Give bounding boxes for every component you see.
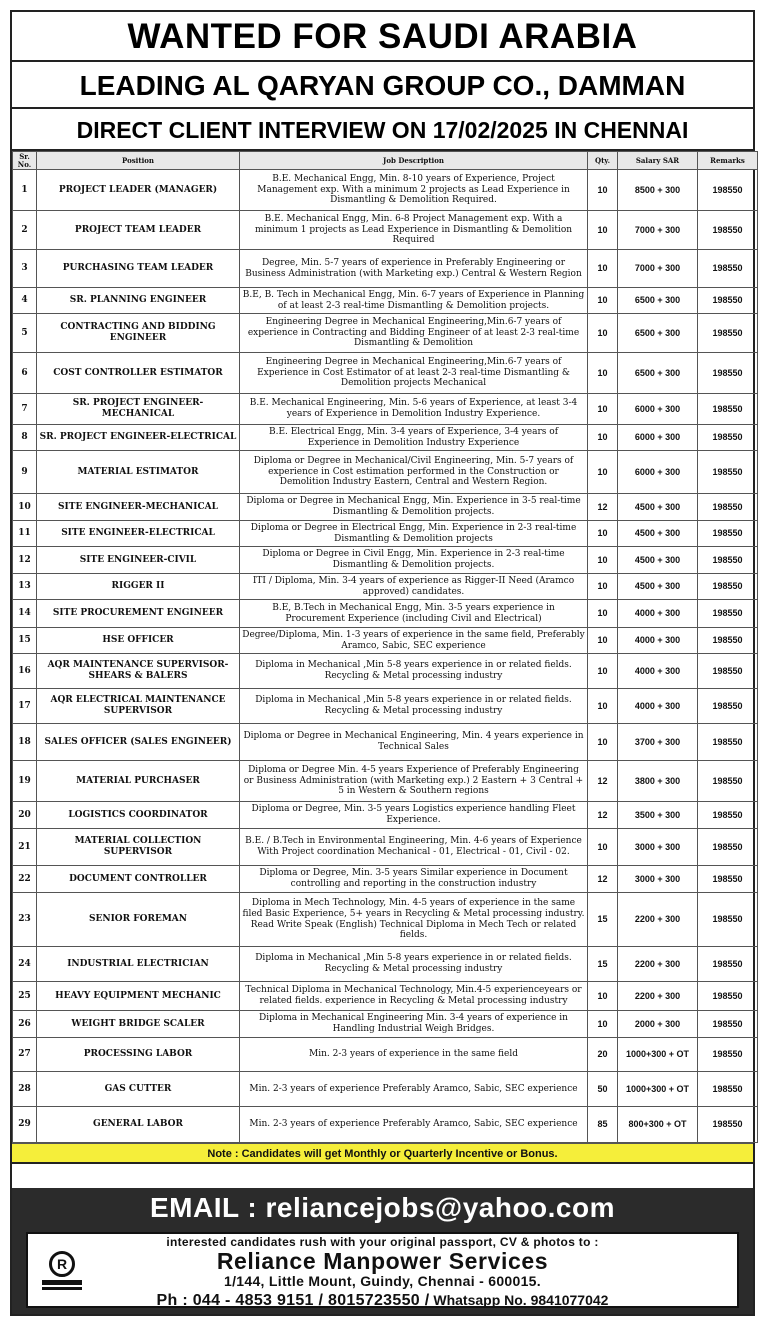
salary-cell: 4000 + 300 <box>618 628 698 654</box>
salary-cell: 800+300 + OT <box>618 1107 698 1143</box>
sr-no-cell: 6 <box>13 353 37 394</box>
table-row <box>13 982 758 1011</box>
position-cell: WEIGHT BRIDGE SCALER <box>37 1011 240 1038</box>
table-row <box>13 314 758 353</box>
description-cell: Diploma in Mechanical ,Min 5-8 years experience in or related fields. Recycling & Metal processing industry <box>240 947 588 982</box>
table-row <box>13 947 758 982</box>
description-cell: Engineering Degree in Mechanical Engineering,Min.6-7 years of Experience in Cost Estimator of at least 2-3 real-time Dismantling & Demolition projects Mechanical <box>240 353 588 394</box>
salary-cell: 7000 + 300 <box>618 250 698 288</box>
description-cell: Min. 2-3 years of experience Preferably Aramco, Sabic, SEC experience <box>240 1107 588 1143</box>
salary-cell: 4000 + 300 <box>618 689 698 724</box>
remarks-cell: 198550 <box>698 1011 758 1038</box>
remarks-cell: 198550 <box>698 628 758 654</box>
remarks-cell: 198550 <box>698 982 758 1011</box>
position-cell: SITE ENGINEER-MECHANICAL <box>37 494 240 521</box>
description-cell: Diploma or Degree Min. 4-5 years Experience of Preferably Engineering or Business Administration (with Marketing exp.) 2 Eastern + 3 Central + 5 in Western & Southern regions <box>240 761 588 802</box>
table-row <box>13 288 758 314</box>
incentive-note: Note : Candidates will get Monthly or Quarterly Incentive or Bonus. <box>12 1143 753 1164</box>
qty-cell: 10 <box>588 689 618 724</box>
description-cell: Diploma in Mech Technology, Min. 4-5 years of experience in the same filed Basic Experience, 5+ years in Recycling & Metal processing industry. Read Write Speak (English) Technical Diploma in Mech Tech or related fields. <box>240 893 588 947</box>
col-header-qty: Qty. <box>588 152 618 170</box>
position-cell: PROJECT TEAM LEADER <box>37 211 240 250</box>
remarks-cell: 198550 <box>698 574 758 600</box>
table-row <box>13 547 758 574</box>
position-cell: PROJECT LEADER (MANAGER) <box>37 170 240 211</box>
description-cell: Degree/Diploma, Min. 1-3 years of experience in the same field, Preferably Aramco, Sabic, SEC experience <box>240 628 588 654</box>
remarks-cell: 198550 <box>698 1107 758 1143</box>
description-cell: Degree, Min. 5-7 years of experience in Preferably Engineering or Business Administration (with Marketing exp.) Central & Western Region <box>240 250 588 288</box>
logo-letter: R <box>49 1251 75 1277</box>
position-cell: INDUSTRIAL ELECTRICIAN <box>37 947 240 982</box>
sr-no-cell: 26 <box>13 1011 37 1038</box>
salary-cell: 3700 + 300 <box>618 724 698 761</box>
remarks-cell: 198550 <box>698 866 758 893</box>
qty-cell: 10 <box>588 425 618 451</box>
qty-cell: 10 <box>588 394 618 425</box>
description-cell: B.E. Mechanical Engg, Min. 6-8 Project Management exp. With a minimum 1 projects as Lead Experience in Dismantling & Demolition Required <box>240 211 588 250</box>
sr-no-cell: 21 <box>13 829 37 866</box>
table-row <box>13 600 758 628</box>
description-cell: Technical Diploma in Mechanical Technology, Min.4-5 experienceyears or related fields. experience in Recycling & Metal processing industry <box>240 982 588 1011</box>
table-row <box>13 394 758 425</box>
remarks-cell: 198550 <box>698 425 758 451</box>
qty-cell: 15 <box>588 947 618 982</box>
description-cell: Engineering Degree in Mechanical Engineering,Min.6-7 years of experience in Contracting and Bidding Engineer of at least 2-3 real-time Dismantling & Demolition <box>240 314 588 353</box>
description-cell: B.E. / B.Tech in Environmental Engineering, Min. 4-6 years of Experience With Project coordination Mechanical - 01, Electrical - 01, Civil - 02. <box>240 829 588 866</box>
description-cell: Diploma or Degree in Mechanical Engineering, Min. 4 years experience in Technical Sales <box>240 724 588 761</box>
salary-cell: 2200 + 300 <box>618 947 698 982</box>
qty-cell: 10 <box>588 170 618 211</box>
position-cell: SITE ENGINEER-ELECTRICAL <box>37 521 240 547</box>
salary-cell: 4000 + 300 <box>618 600 698 628</box>
remarks-cell: 198550 <box>698 494 758 521</box>
sr-no-cell: 11 <box>13 521 37 547</box>
reliance-logo-icon <box>42 1251 82 1295</box>
description-cell: Min. 2-3 years of experience Preferably Aramco, Sabic, SEC experience <box>240 1072 588 1107</box>
description-cell: Diploma or Degree in Mechanical Engg, Min. Experience in 3-5 real-time Dismantling & Demolition projects. <box>240 494 588 521</box>
qty-cell: 10 <box>588 829 618 866</box>
table-row <box>13 1107 758 1143</box>
position-cell: SR. PLANNING ENGINEER <box>37 288 240 314</box>
sr-no-cell: 20 <box>13 802 37 829</box>
salary-cell: 2200 + 300 <box>618 982 698 1011</box>
sr-no-cell: 27 <box>13 1038 37 1072</box>
remarks-cell: 198550 <box>698 250 758 288</box>
position-cell: GENERAL LABOR <box>37 1107 240 1143</box>
description-cell: B.E, B. Tech in Mechanical Engg, Min. 6-7 years of Experience in Planning of at least 2-3 real-time Dismantling & Demolition projects. <box>240 288 588 314</box>
sr-no-cell: 29 <box>13 1107 37 1143</box>
table-row <box>13 761 758 802</box>
qty-cell: 10 <box>588 288 618 314</box>
position-cell: SR. PROJECT ENGINEER-MECHANICAL <box>37 394 240 425</box>
sr-no-cell: 14 <box>13 600 37 628</box>
whatsapp-number[interactable]: Whatsapp No. 9841077042 <box>433 1292 609 1308</box>
position-cell: DOCUMENT CONTROLLER <box>37 866 240 893</box>
description-cell: B.E, B.Tech in Mechanical Engg, Min. 3-5 years experience in Procurement Experience (including Civil and Electrical) <box>240 600 588 628</box>
salary-cell: 6500 + 300 <box>618 288 698 314</box>
position-cell: COST CONTROLLER ESTIMATOR <box>37 353 240 394</box>
remarks-cell: 198550 <box>698 451 758 494</box>
salary-cell: 6500 + 300 <box>618 353 698 394</box>
remarks-cell: 198550 <box>698 600 758 628</box>
footer-contact <box>12 1188 753 1314</box>
table-row <box>13 425 758 451</box>
table-row <box>13 1011 758 1038</box>
salary-cell: 7000 + 300 <box>618 211 698 250</box>
table-row <box>13 1038 758 1072</box>
jobs-table-body <box>13 170 758 1143</box>
sr-no-cell: 18 <box>13 724 37 761</box>
remarks-cell: 198550 <box>698 170 758 211</box>
interview-banner: DIRECT CLIENT INTERVIEW ON 17/02/2025 IN CHENNAI <box>12 109 753 151</box>
position-cell: LOGISTICS COORDINATOR <box>37 802 240 829</box>
headline-banner: WANTED FOR SAUDI ARABIA <box>12 12 753 62</box>
table-row <box>13 654 758 689</box>
qty-cell: 10 <box>588 211 618 250</box>
qty-cell: 10 <box>588 451 618 494</box>
table-row <box>13 1072 758 1107</box>
description-cell: B.E. Electrical Engg, Min. 3-4 years of Experience, 3-4 years of Experience in Demolition Industry Experience <box>240 425 588 451</box>
description-cell: Diploma in Mechanical ,Min 5-8 years experience in or related fields. Recycling & Metal processing industry <box>240 689 588 724</box>
col-header-remarks: Remarks <box>698 152 758 170</box>
sr-no-cell: 15 <box>13 628 37 654</box>
jobs-table <box>12 151 758 1143</box>
position-cell: SR. PROJECT ENGINEER-ELECTRICAL <box>37 425 240 451</box>
position-cell: AQR MAINTENANCE SUPERVISOR-SHEARS & BALERS <box>37 654 240 689</box>
sr-no-cell: 8 <box>13 425 37 451</box>
salary-cell: 6000 + 300 <box>618 425 698 451</box>
sr-no-cell: 9 <box>13 451 37 494</box>
remarks-cell: 198550 <box>698 802 758 829</box>
salary-cell: 6000 + 300 <box>618 394 698 425</box>
col-header-sr: Sr. No. <box>13 152 37 170</box>
position-cell: SALES OFFICER (SALES ENGINEER) <box>37 724 240 761</box>
remarks-cell: 198550 <box>698 394 758 425</box>
position-cell: SENIOR FOREMAN <box>37 893 240 947</box>
sr-no-cell: 22 <box>13 866 37 893</box>
description-cell: Diploma or Degree, Min. 3-5 years Logistics experience handling Fleet Experience. <box>240 802 588 829</box>
remarks-cell: 198550 <box>698 1038 758 1072</box>
description-cell: ITI / Diploma, Min. 3-4 years of experience as Rigger-II Need (Aramco approved) candidates. <box>240 574 588 600</box>
sr-no-cell: 19 <box>13 761 37 802</box>
salary-cell: 4500 + 300 <box>618 494 698 521</box>
sr-no-cell: 23 <box>13 893 37 947</box>
remarks-cell: 198550 <box>698 314 758 353</box>
table-row <box>13 170 758 211</box>
position-cell: MATERIAL PURCHASER <box>37 761 240 802</box>
salary-cell: 1000+300 + OT <box>618 1038 698 1072</box>
qty-cell: 50 <box>588 1072 618 1107</box>
qty-cell: 10 <box>588 1011 618 1038</box>
position-cell: HSE OFFICER <box>37 628 240 654</box>
position-cell: HEAVY EQUIPMENT MECHANIC <box>37 982 240 1011</box>
remarks-cell: 198550 <box>698 947 758 982</box>
sr-no-cell: 13 <box>13 574 37 600</box>
position-cell: MATERIAL COLLECTION SUPERVISOR <box>37 829 240 866</box>
table-row <box>13 451 758 494</box>
sr-no-cell: 7 <box>13 394 37 425</box>
remarks-cell: 198550 <box>698 893 758 947</box>
remarks-cell: 198550 <box>698 689 758 724</box>
remarks-cell: 198550 <box>698 761 758 802</box>
position-cell: GAS CUTTER <box>37 1072 240 1107</box>
position-cell: SITE PROCUREMENT ENGINEER <box>37 600 240 628</box>
remarks-cell: 198550 <box>698 1072 758 1107</box>
remarks-cell: 198550 <box>698 724 758 761</box>
qty-cell: 10 <box>588 547 618 574</box>
qty-cell: 12 <box>588 494 618 521</box>
salary-cell: 3000 + 300 <box>618 866 698 893</box>
position-cell: RIGGER II <box>37 574 240 600</box>
table-row <box>13 802 758 829</box>
agency-address: 1/144, Little Mount, Guindy, Chennai - 600015. <box>224 1273 541 1289</box>
table-row <box>13 689 758 724</box>
sr-no-cell: 16 <box>13 654 37 689</box>
salary-cell: 2200 + 300 <box>618 893 698 947</box>
salary-cell: 3800 + 300 <box>618 761 698 802</box>
sr-no-cell: 2 <box>13 211 37 250</box>
sr-no-cell: 12 <box>13 547 37 574</box>
salary-cell: 6000 + 300 <box>618 451 698 494</box>
sr-no-cell: 24 <box>13 947 37 982</box>
qty-cell: 10 <box>588 574 618 600</box>
table-row <box>13 574 758 600</box>
salary-cell: 4500 + 300 <box>618 574 698 600</box>
qty-cell: 10 <box>588 314 618 353</box>
qty-cell: 20 <box>588 1038 618 1072</box>
salary-cell: 4000 + 300 <box>618 654 698 689</box>
description-cell: B.E. Mechanical Engineering, Min. 5-6 years of Experience, at least 3-4 years of Experience in Demolition Industry Experience. <box>240 394 588 425</box>
sr-no-cell: 5 <box>13 314 37 353</box>
qty-cell: 10 <box>588 628 618 654</box>
sr-no-cell: 1 <box>13 170 37 211</box>
qty-cell: 10 <box>588 521 618 547</box>
col-header-salary: Salary SAR <box>618 152 698 170</box>
description-cell: Min. 2-3 years of experience in the same field <box>240 1038 588 1072</box>
qty-cell: 10 <box>588 353 618 394</box>
remarks-cell: 198550 <box>698 353 758 394</box>
qty-cell: 85 <box>588 1107 618 1143</box>
col-header-position: Position <box>37 152 240 170</box>
qty-cell: 10 <box>588 724 618 761</box>
col-header-description: Job Description <box>240 152 588 170</box>
remarks-cell: 198550 <box>698 521 758 547</box>
qty-cell: 10 <box>588 982 618 1011</box>
qty-cell: 15 <box>588 893 618 947</box>
table-row <box>13 893 758 947</box>
salary-cell: 3000 + 300 <box>618 829 698 866</box>
table-row <box>13 829 758 866</box>
table-row <box>13 494 758 521</box>
sr-no-cell: 25 <box>13 982 37 1011</box>
remarks-cell: 198550 <box>698 211 758 250</box>
qty-cell: 10 <box>588 654 618 689</box>
position-cell: MATERIAL ESTIMATOR <box>37 451 240 494</box>
salary-cell: 2000 + 300 <box>618 1011 698 1038</box>
contact-email[interactable]: EMAIL : reliancejobs@yahoo.com <box>150 1192 615 1223</box>
qty-cell: 12 <box>588 866 618 893</box>
salary-cell: 1000+300 + OT <box>618 1072 698 1107</box>
table-row <box>13 211 758 250</box>
position-cell: CONTRACTING AND BIDDING ENGINEER <box>37 314 240 353</box>
sr-no-cell: 10 <box>13 494 37 521</box>
logo-bar-thin <box>42 1287 82 1290</box>
salary-cell: 6500 + 300 <box>618 314 698 353</box>
qty-cell: 12 <box>588 802 618 829</box>
description-cell: Diploma in Mechanical ,Min 5-8 years experience in or related fields. Recycling & Metal processing industry <box>240 654 588 689</box>
salary-cell: 3500 + 300 <box>618 802 698 829</box>
description-cell: Diploma or Degree in Electrical Engg, Min. Experience in 2-3 real-time Dismantling & Demolition projects <box>240 521 588 547</box>
sr-no-cell: 28 <box>13 1072 37 1107</box>
sr-no-cell: 4 <box>13 288 37 314</box>
phone-numbers[interactable]: Ph : 044 - 4853 9151 / 8015723550 / <box>156 1292 430 1309</box>
salary-cell: 4500 + 300 <box>618 547 698 574</box>
table-row <box>13 353 758 394</box>
job-advertisement-sheet <box>10 10 755 1316</box>
table-row <box>13 866 758 893</box>
position-cell: AQR ELECTRICAL MAINTENANCE SUPERVISOR <box>37 689 240 724</box>
description-cell: Diploma in Mechanical Engineering Min. 3-4 years of experience in Handling Industrial Weigh Bridges. <box>240 1011 588 1038</box>
sr-no-cell: 17 <box>13 689 37 724</box>
description-cell: Diploma or Degree, Min. 3-5 years Similar experience in Document controlling and reporting in the construction industry <box>240 866 588 893</box>
remarks-cell: 198550 <box>698 829 758 866</box>
agency-box <box>26 1232 739 1308</box>
table-row <box>13 628 758 654</box>
table-row <box>13 521 758 547</box>
qty-cell: 10 <box>588 250 618 288</box>
company-banner: LEADING AL QARYAN GROUP CO., DAMMAN <box>12 62 753 109</box>
sr-no-cell: 3 <box>13 250 37 288</box>
description-cell: B.E. Mechanical Engg, Min. 8-10 years of Experience, Project Management exp. With a minimum 2 projects as Lead Experience in Dismantling & Demolition Required. <box>240 170 588 211</box>
position-cell: SITE ENGINEER-CIVIL <box>37 547 240 574</box>
salary-cell: 4500 + 300 <box>618 521 698 547</box>
qty-cell: 10 <box>588 600 618 628</box>
table-header-row <box>13 152 758 170</box>
agency-phone <box>28 1291 737 1310</box>
position-cell: PROCESSING LABOR <box>37 1038 240 1072</box>
remarks-cell: 198550 <box>698 654 758 689</box>
table-row <box>13 250 758 288</box>
remarks-cell: 198550 <box>698 288 758 314</box>
qty-cell: 12 <box>588 761 618 802</box>
position-cell: PURCHASING TEAM LEADER <box>37 250 240 288</box>
salary-cell: 8500 + 300 <box>618 170 698 211</box>
logo-bar <box>42 1280 82 1285</box>
remarks-cell: 198550 <box>698 547 758 574</box>
agency-name: Reliance Manpower Services <box>216 1248 549 1274</box>
table-row <box>13 724 758 761</box>
rush-instructions: interested candidates rush with your original passport, CV & photos to : <box>166 1235 599 1249</box>
description-cell: Diploma or Degree in Civil Engg, Min. Experience in 2-3 real-time Dismantling & Demolition projects. <box>240 547 588 574</box>
description-cell: Diploma or Degree in Mechanical/Civil Engineering, Min. 5-7 years of experience in Cost estimation performed in the Construction or Demolition Industry Eastern, Central and Western Region. <box>240 451 588 494</box>
